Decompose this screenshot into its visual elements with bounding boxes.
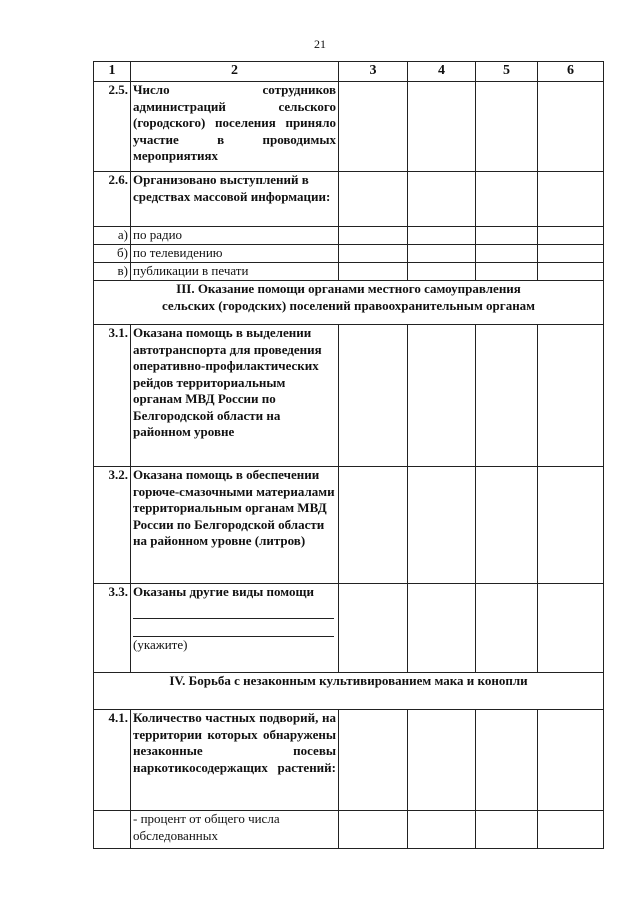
value-cell[interactable] bbox=[476, 172, 538, 227]
table-row bbox=[94, 811, 604, 849]
row-description: Число сотрудников администраций сельского (городского) поселения приняло участие в проводимых мероприятиях bbox=[131, 82, 339, 172]
column-header: 6 bbox=[538, 62, 604, 82]
value-cell[interactable] bbox=[339, 82, 408, 172]
table-row bbox=[94, 245, 604, 263]
row-letter: в) bbox=[94, 263, 131, 281]
value-cell[interactable] bbox=[408, 811, 476, 849]
fill-in-line[interactable] bbox=[133, 619, 334, 637]
value-cell[interactable] bbox=[339, 245, 408, 263]
value-cell[interactable] bbox=[339, 172, 408, 227]
value-cell[interactable] bbox=[408, 245, 476, 263]
row-number: 3.3. bbox=[94, 584, 131, 673]
value-cell[interactable] bbox=[538, 584, 604, 673]
value-cell[interactable] bbox=[476, 227, 538, 245]
value-cell[interactable] bbox=[476, 245, 538, 263]
fill-in-line[interactable] bbox=[133, 601, 334, 619]
value-cell[interactable] bbox=[408, 325, 476, 467]
value-cell[interactable] bbox=[476, 263, 538, 281]
row-description: публикации в печати bbox=[131, 263, 339, 281]
value-cell[interactable] bbox=[408, 263, 476, 281]
page-number: 21 bbox=[314, 37, 326, 51]
table-row bbox=[94, 584, 604, 673]
section-row bbox=[94, 673, 604, 710]
row-number: 2.5. bbox=[94, 82, 131, 172]
value-cell[interactable] bbox=[538, 82, 604, 172]
report-table bbox=[93, 61, 604, 849]
row-description: Количество частных подворий, на территории которых обнаружены незаконные посевы наркотикосодержащих растений: bbox=[131, 710, 339, 811]
value-cell[interactable] bbox=[538, 467, 604, 584]
row-description: Организовано выступлений в средствах массовой информации: bbox=[131, 172, 339, 227]
table-row bbox=[94, 263, 604, 281]
value-cell[interactable] bbox=[538, 227, 604, 245]
column-header: 2 bbox=[131, 62, 339, 82]
section-heading-line: III. Оказание помощи органами местного самоуправления bbox=[176, 281, 521, 296]
table-row bbox=[94, 467, 604, 584]
value-cell[interactable] bbox=[408, 584, 476, 673]
value-cell[interactable] bbox=[476, 325, 538, 467]
value-cell[interactable] bbox=[538, 172, 604, 227]
value-cell[interactable] bbox=[408, 710, 476, 811]
section-heading bbox=[94, 673, 604, 710]
column-header: 1 bbox=[94, 62, 131, 82]
table-row bbox=[94, 82, 604, 172]
row-description: Оказана помощь в выделении автотранспорта для проведения оперативно-профилактических рейдов территориальным органам МВД России по Белгородской области на районном уровне bbox=[131, 325, 339, 467]
row-description bbox=[131, 584, 339, 673]
section-row bbox=[94, 281, 604, 325]
value-cell[interactable] bbox=[339, 811, 408, 849]
specify-note: (укажите) bbox=[133, 636, 188, 652]
column-header: 3 bbox=[339, 62, 408, 82]
value-cell[interactable] bbox=[339, 325, 408, 467]
value-cell[interactable] bbox=[476, 584, 538, 673]
row-description: по радио bbox=[131, 227, 339, 245]
row-description-text: Оказаны другие виды помощи bbox=[133, 584, 314, 599]
value-cell[interactable] bbox=[538, 325, 604, 467]
row-description: Оказана помощь в обеспечении горюче-смазочными материалами территориальным органам МВД России по Белгородской области на районном уровне (литров) bbox=[131, 467, 339, 584]
row-description: - процент от общего числа обследованных bbox=[131, 811, 339, 849]
value-cell[interactable] bbox=[476, 82, 538, 172]
row-letter: б) bbox=[94, 245, 131, 263]
header-row bbox=[94, 62, 604, 82]
value-cell[interactable] bbox=[408, 82, 476, 172]
column-header: 5 bbox=[476, 62, 538, 82]
row-number bbox=[94, 811, 131, 849]
value-cell[interactable] bbox=[538, 263, 604, 281]
value-cell[interactable] bbox=[408, 467, 476, 584]
value-cell[interactable] bbox=[476, 811, 538, 849]
row-description: по телевидению bbox=[131, 245, 339, 263]
value-cell[interactable] bbox=[408, 172, 476, 227]
value-cell[interactable] bbox=[408, 227, 476, 245]
row-number: 3.2. bbox=[94, 467, 131, 584]
table-row bbox=[94, 710, 604, 811]
table-row bbox=[94, 325, 604, 467]
row-number: 4.1. bbox=[94, 710, 131, 811]
value-cell[interactable] bbox=[538, 245, 604, 263]
row-letter: а) bbox=[94, 227, 131, 245]
value-cell[interactable] bbox=[339, 584, 408, 673]
value-cell[interactable] bbox=[538, 710, 604, 811]
value-cell[interactable] bbox=[476, 710, 538, 811]
value-cell[interactable] bbox=[339, 227, 408, 245]
row-number: 3.1. bbox=[94, 325, 131, 467]
value-cell[interactable] bbox=[339, 263, 408, 281]
section-heading-line: сельских (городских) поселений правоохранительным органам bbox=[161, 297, 536, 313]
section-heading-line: IV. Борьба с незаконным культивированием мака и конопли bbox=[169, 673, 528, 688]
value-cell[interactable] bbox=[339, 467, 408, 584]
row-number: 2.6. bbox=[94, 172, 131, 227]
value-cell[interactable] bbox=[476, 467, 538, 584]
table-row bbox=[94, 172, 604, 227]
section-heading bbox=[94, 281, 604, 325]
value-cell[interactable] bbox=[538, 811, 604, 849]
column-header: 4 bbox=[408, 62, 476, 82]
table-row bbox=[94, 227, 604, 245]
value-cell[interactable] bbox=[339, 710, 408, 811]
